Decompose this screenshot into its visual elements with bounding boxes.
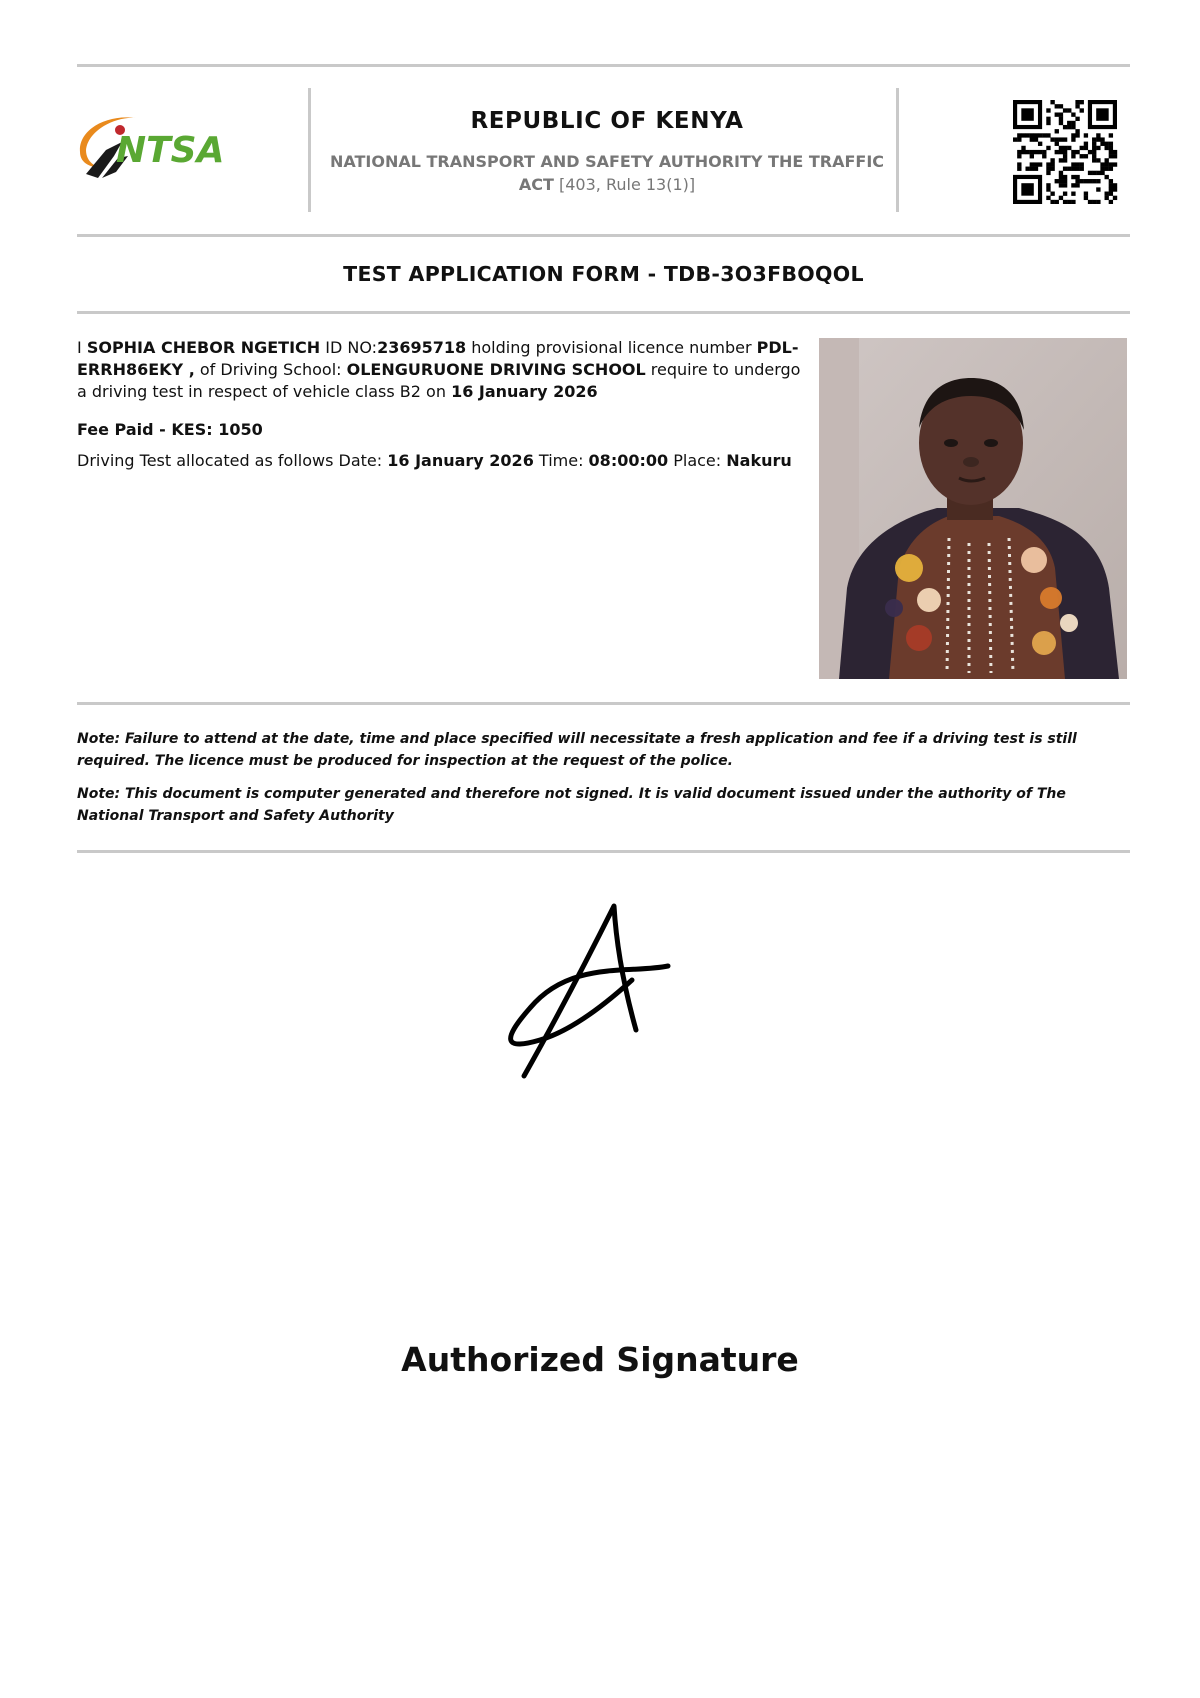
authority-text bbox=[316, 150, 898, 196]
qr-code bbox=[1013, 100, 1119, 204]
country-heading: REPUBLIC OF KENYA bbox=[470, 108, 744, 134]
header-bottom-rule bbox=[77, 234, 1130, 237]
school-text: of Driving School: bbox=[194, 360, 347, 379]
body-bottom-rule bbox=[77, 702, 1130, 705]
fee-paid: Fee Paid - KES: 1050 bbox=[77, 420, 263, 439]
header-center bbox=[316, 108, 898, 196]
licence-text: holding provisional licence number bbox=[466, 338, 757, 357]
allocation-paragraph bbox=[77, 450, 802, 472]
declaration-paragraph bbox=[77, 337, 802, 403]
id-label: ID NO: bbox=[320, 338, 378, 357]
require-text: require to undergo a driving test in respect of vehicle class B2 on bbox=[77, 360, 801, 401]
applicant-photo bbox=[819, 338, 1127, 679]
signature-graphic bbox=[490, 900, 680, 1090]
note-computer-generated: Note: This document is computer generated and therefore not signed. It is valid document issued under the authority of The National Transport and Safety Authority bbox=[77, 786, 1066, 824]
note-attendance: Note: Failure to attend at the date, time and place specified will necessitate a fresh application and fee if a driving test is still required. The licence must be produced for inspection at the request of the police. bbox=[77, 731, 1077, 769]
qr-code-graphic bbox=[1013, 100, 1119, 204]
id-number: 23695718 bbox=[377, 338, 467, 357]
authority-reference: [403, Rule 13(1)] bbox=[559, 175, 696, 194]
allocation-prefix: Driving Test allocated as follows Date: bbox=[77, 451, 388, 470]
school-name: OLENGURUONE DRIVING SCHOOL bbox=[346, 360, 646, 379]
declaration-prefix: I bbox=[77, 338, 87, 357]
allocation-place: Nakuru bbox=[726, 451, 792, 470]
test-date: 16 January 2026 bbox=[451, 382, 598, 401]
allocation-date: 16 January 2026 bbox=[387, 451, 534, 470]
top-rule bbox=[77, 64, 1130, 67]
ntsa-logo bbox=[76, 112, 234, 184]
form-title: TEST APPLICATION FORM - TDB-3O3FBOQOL bbox=[343, 262, 864, 286]
signature-mark bbox=[490, 900, 680, 1090]
place-label: Place: bbox=[668, 451, 727, 470]
allocation-time: 08:00:00 bbox=[588, 451, 669, 470]
licence-number: PDL-ERRH86EKY , bbox=[77, 338, 799, 379]
applicant-photo-graphic bbox=[819, 338, 1127, 679]
title-bottom-rule bbox=[77, 311, 1130, 314]
notes-bottom-rule bbox=[77, 850, 1130, 853]
authorized-signature-label: Authorized Signature bbox=[401, 1340, 799, 1379]
applicant-name: SOPHIA CHEBOR NGETICH bbox=[86, 338, 321, 357]
header-divider-left bbox=[308, 88, 311, 212]
time-label: Time: bbox=[533, 451, 589, 470]
ntsa-logo-graphic bbox=[76, 112, 234, 184]
svg-text:NTSA: NTSA bbox=[116, 130, 225, 171]
authority-name: NATIONAL TRANSPORT AND SAFETY AUTHORITY THE TRAFFIC ACT bbox=[329, 152, 885, 194]
